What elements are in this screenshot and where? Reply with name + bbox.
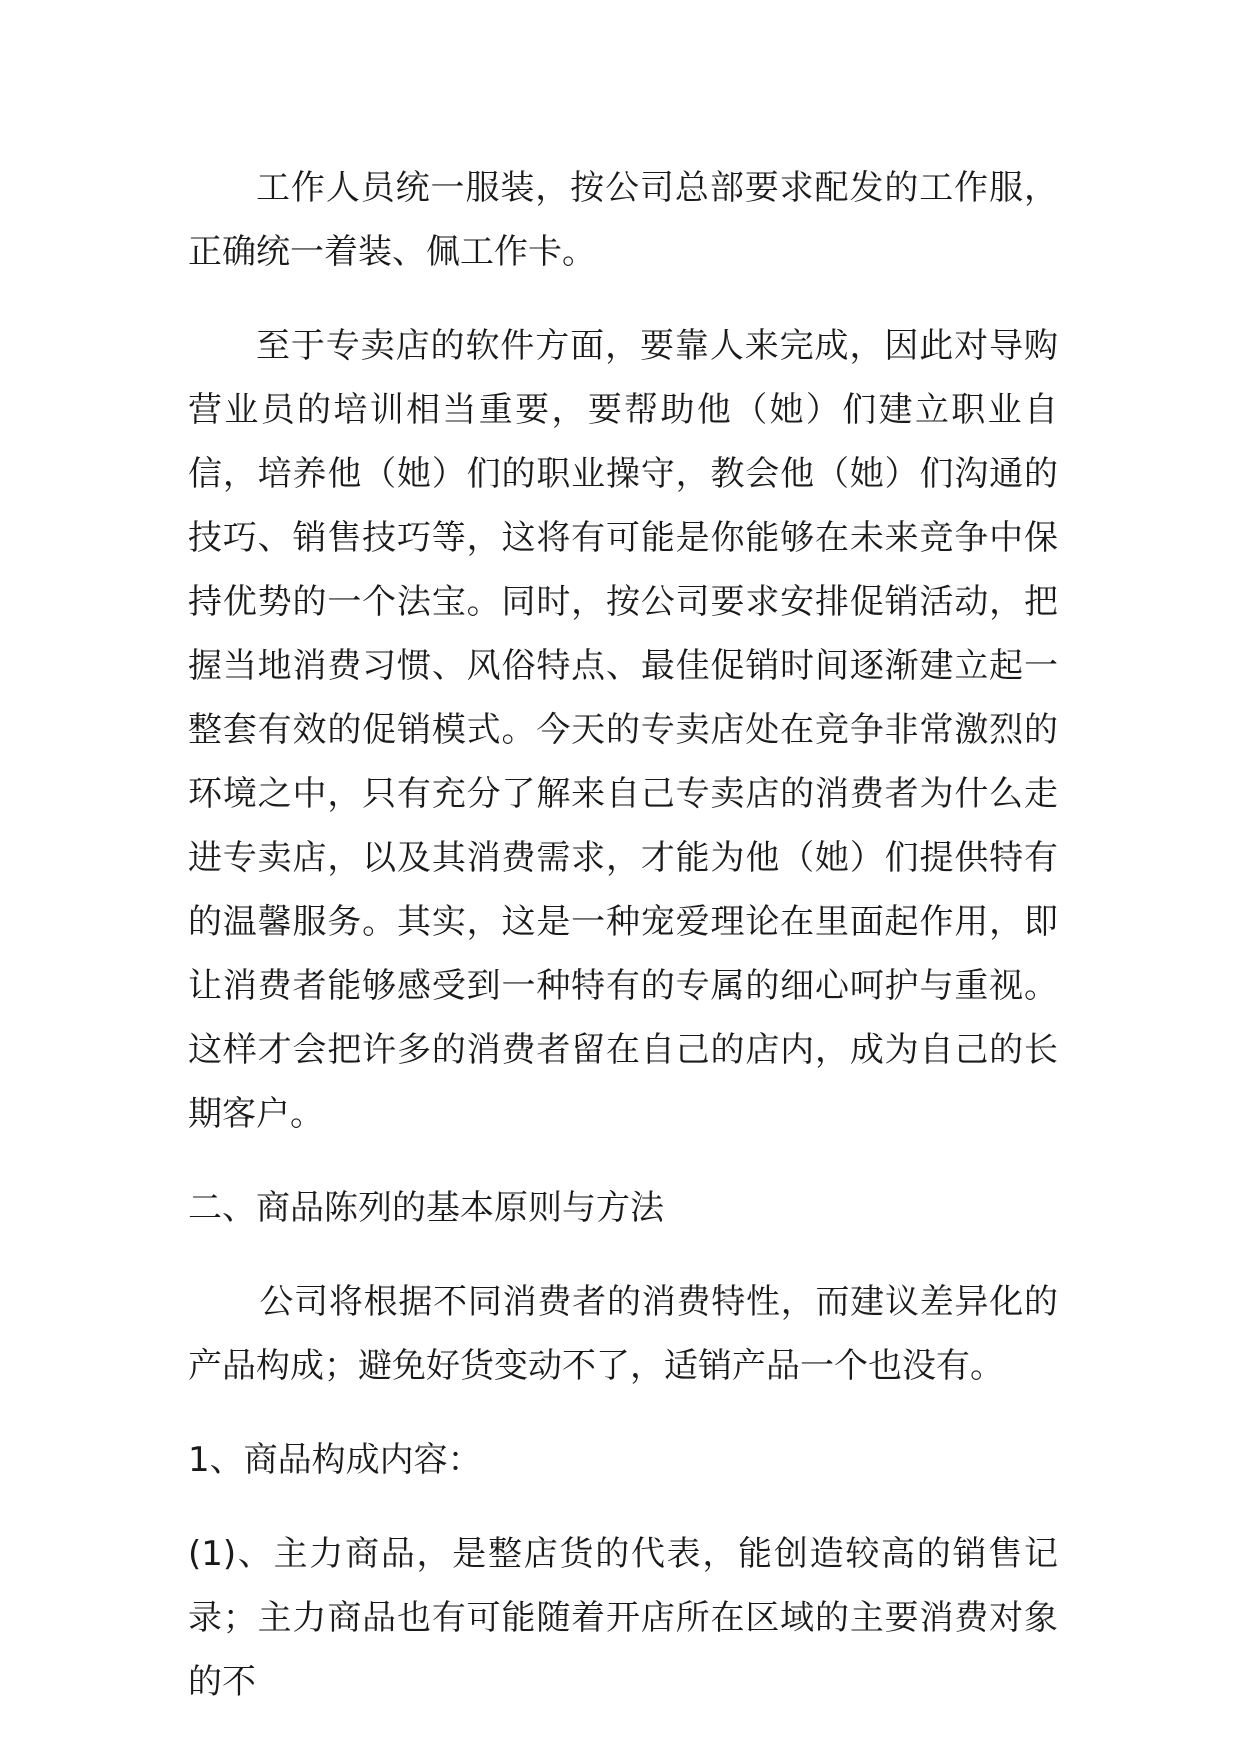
- paragraph-software-training: 至于专卖店的软件方面，要靠人来完成，因此对导购营业员的培训相当重要，要帮助他（她）们建立职业自信，培养他（她）们的职业操守，教会他（她）们沟通的技巧、销售技巧等，这将有可能是你能够在未来竞争中保持优势的一个法宝。同时，按公司要求安排促销活动，把握当地消费习惯、风俗特点、最佳促销时间逐渐建立起一整套有效的促销模式。今天的专卖店处在竞争非常激烈的环境之中，只有充分了解来自己专卖店的消费者为什么走进专卖店，以及其消费需求，才能为他（她）们提供特有的温馨服务。其实，这是一种宠爱理论在里面起作用，即让消费者能够感受到一种特有的专属的细心呵护与重视。这样才会把许多的消费者留在自己的店内，成为自己的长期客户。: [188, 326, 1058, 1134]
- paragraph-differentiation: 公司将根据不同消费者的消费特性，而建议差异化的产品构成；避免好货变动不了，适销产品一个也没有。: [188, 1282, 1058, 1386]
- section-heading: 二、商品陈列的基本原则与方法: [188, 1188, 664, 1228]
- paragraph-uniform: 工作人员统一服装，按公司总部要求配发的工作服，正确统一着装、佩工作卡。: [188, 168, 1058, 272]
- subheading-goods-composition: 1、商品构成内容：: [188, 1440, 482, 1480]
- document-body: [188, 156, 1058, 1744]
- paragraph-main-goods: (1)、主力商品，是整店货的代表，能创造较高的销售记录；主力商品也有可能随着开店所在区域的主要消费对象的不: [188, 1534, 1058, 1702]
